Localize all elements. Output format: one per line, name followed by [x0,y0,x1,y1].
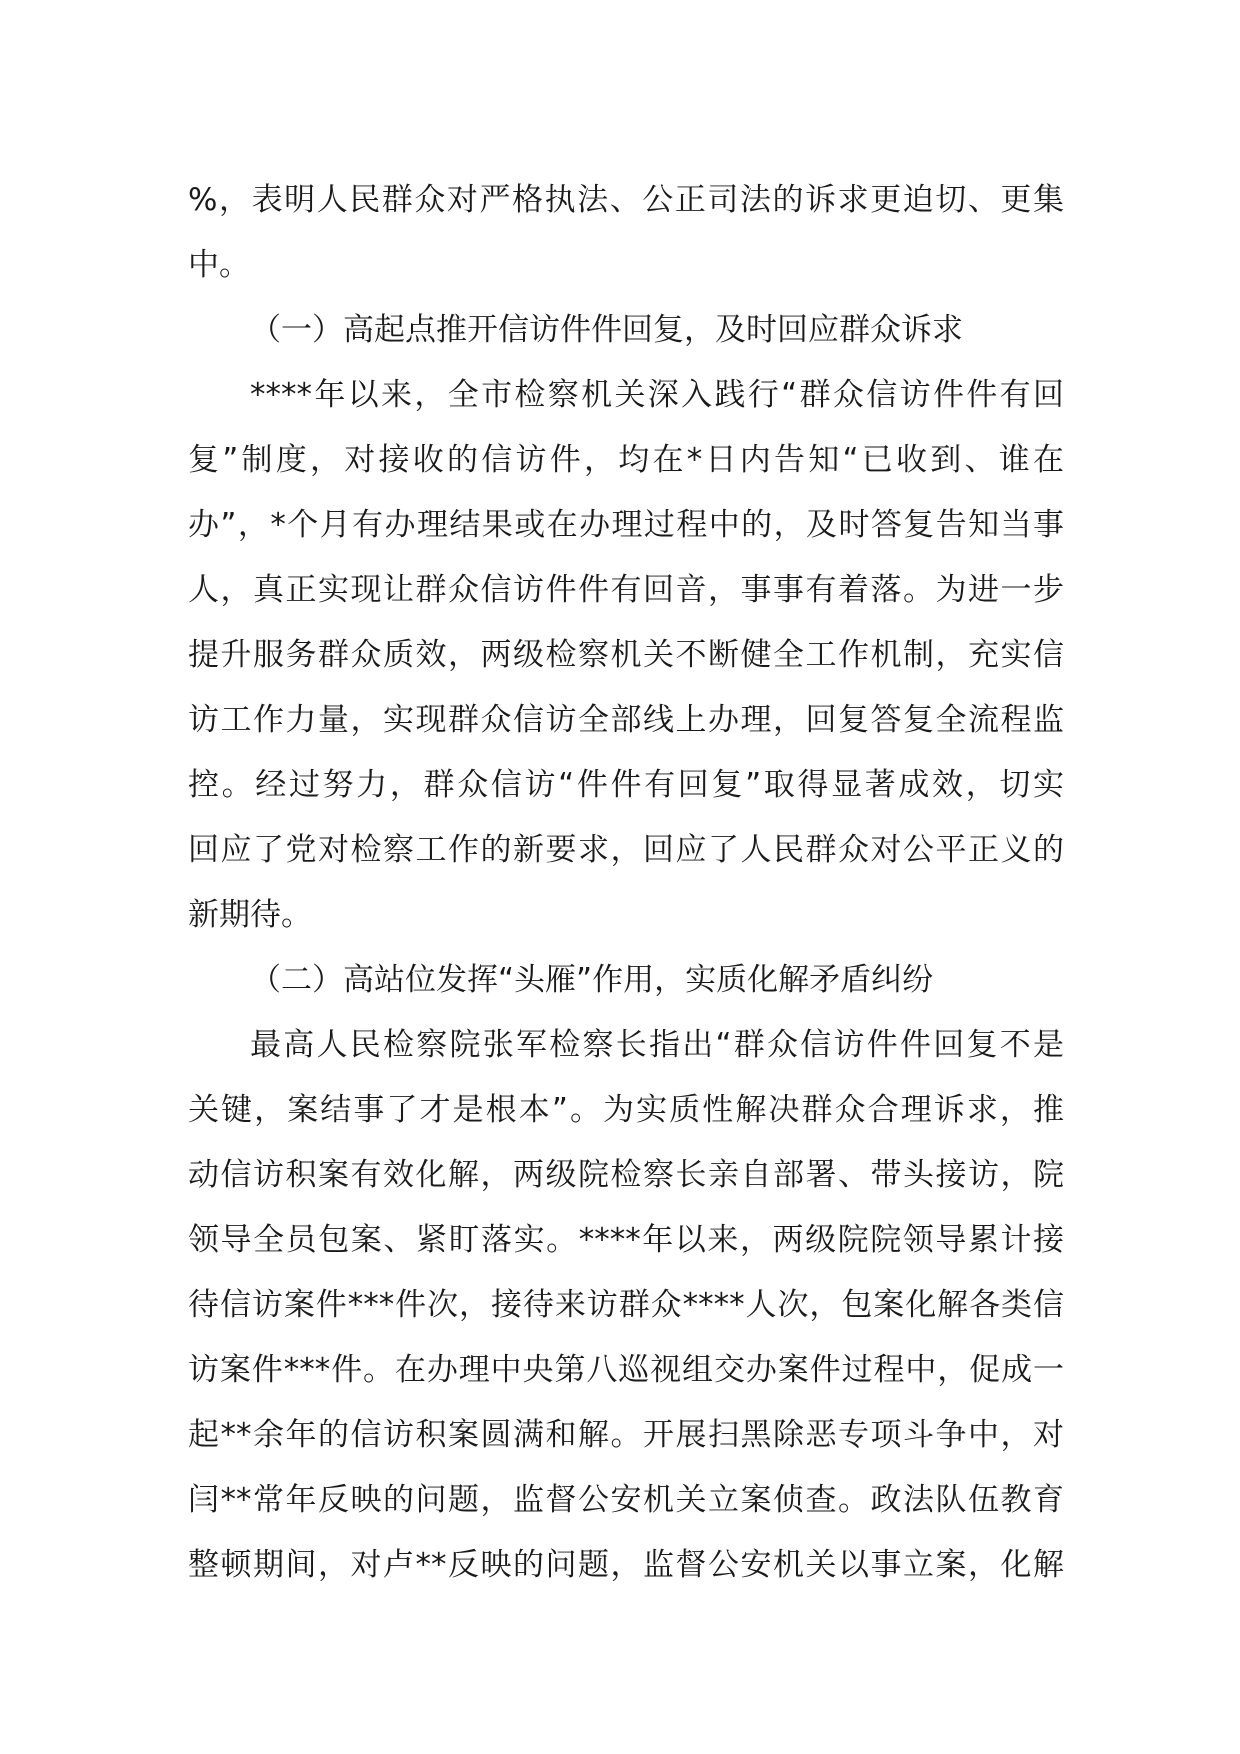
section-heading-2: （二）高站位发挥“头雁”作用，实质化解矛盾纠纷 [250,962,934,998]
paragraph-line: ****年以来，全市检察机关深入践行“群众信访件件有回 [250,377,1064,413]
paragraph-line: 办”，*个月有办理结果或在办理过程中的，及时答复告知当事 [188,507,1064,543]
paragraph-line: %，表明人民群众对严格执法、公正司法的诉求更迫切、更集 [188,182,1064,218]
paragraph-line: 闫**常年反映的问题，监督公安机关立案侦查。政法队伍教育 [188,1482,1064,1518]
paragraph-line: 人，真正实现让群众信访件件有回音，事事有着落。为进一步 [188,572,1064,608]
document-page [188,168,1064,1598]
paragraph-line: 整顿期间，对卢**反映的问题，监督公安机关以事立案，化解 [188,1547,1064,1583]
paragraph-line: 中。 [188,247,250,283]
paragraph-line: 起**余年的信访积案圆满和解。开展扫黑除恶专项斗争中，对 [188,1417,1064,1453]
paragraph-line: 关键，案结事了才是根本”。为实质性解决群众合理诉求，推 [188,1092,1064,1128]
paragraph-line: 访案件***件。在办理中央第八巡视组交办案件过程中，促成一 [188,1352,1064,1388]
paragraph-line: 控。经过努力，群众信访“件件有回复”取得显著成效，切实 [188,767,1064,803]
paragraph-line: 复”制度，对接收的信访件，均在*日内告知“已收到、谁在 [188,442,1064,478]
paragraph-line: 最高人民检察院张军检察长指出“群众信访件件回复不是 [250,1027,1064,1063]
paragraph-line: 提升服务群众质效，两级检察机关不断健全工作机制，充实信 [188,637,1064,673]
paragraph-line: 访工作力量，实现群众信访全部线上办理，回复答复全流程监 [188,702,1064,738]
paragraph-line: 领导全员包案、紧盯落实。****年以来，两级院院领导累计接 [188,1222,1064,1258]
paragraph-line: 回应了党对检察工作的新要求，回应了人民群众对公平正义的 [188,832,1064,868]
paragraph-line: 动信访积案有效化解，两级院检察长亲自部署、带头接访，院 [188,1157,1064,1193]
paragraph-line: 待信访案件***件次，接待来访群众****人次，包案化解各类信 [188,1287,1064,1323]
paragraph-line: 新期待。 [188,897,312,933]
section-heading-1: （一）高起点推开信访件件回复，及时回应群众诉求 [250,312,963,348]
